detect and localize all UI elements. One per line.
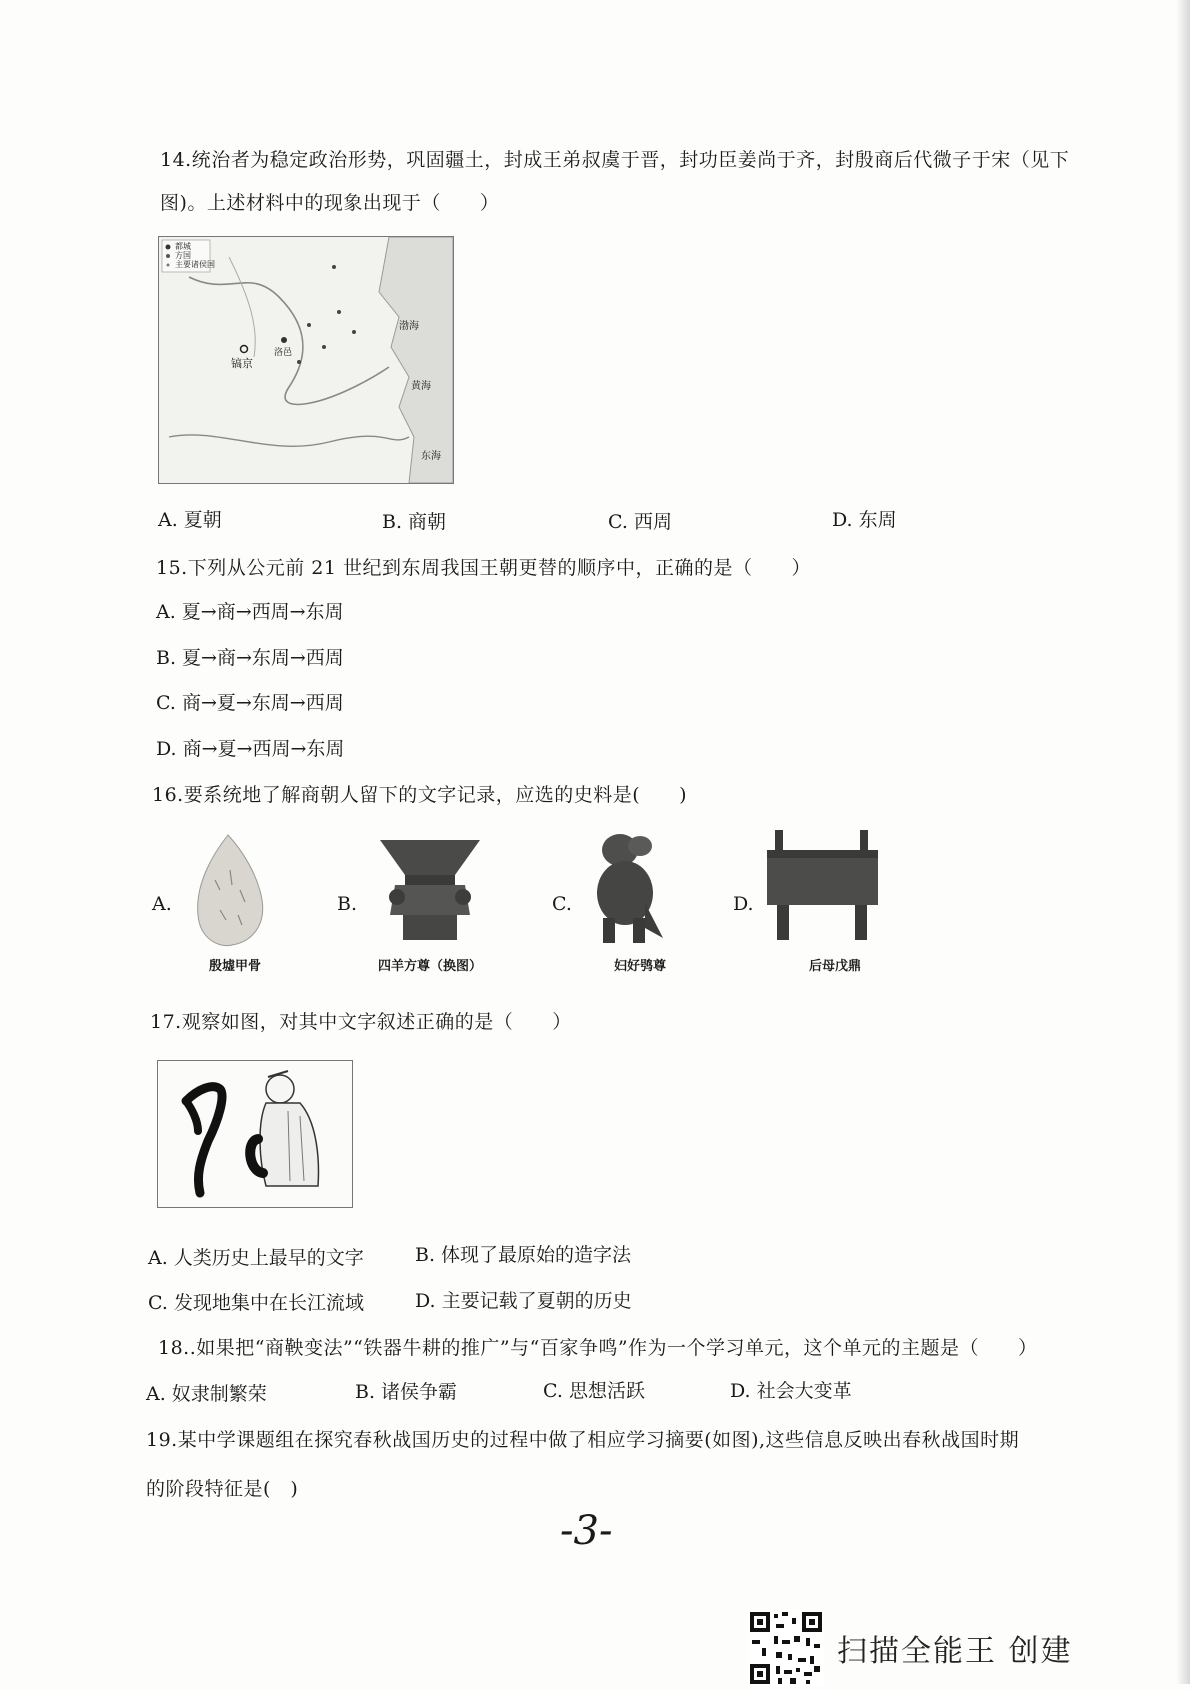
q15-option-c[interactable]: C. 商→夏→东周→西周 bbox=[156, 692, 344, 714]
qr-code-icon bbox=[748, 1610, 824, 1690]
q15-option-a[interactable]: A. 夏→商→西周→东周 bbox=[156, 601, 344, 623]
q17-option-d[interactable]: D. 主要记载了夏朝的历史 bbox=[415, 1290, 632, 1312]
owl-zun-image bbox=[585, 828, 665, 952]
q17-option-a[interactable]: A. 人类历史上最早的文字 bbox=[148, 1247, 364, 1269]
q17-option-c[interactable]: C. 发现地集中在长江流域 bbox=[148, 1292, 364, 1314]
q16-option-c-letter[interactable]: C. bbox=[552, 893, 572, 915]
pictograph-figure bbox=[157, 1060, 353, 1208]
q14-option-c[interactable]: C. 西周 bbox=[608, 511, 672, 533]
q14-stem-line1: 14.统治者为稳定政治形势，巩固疆土，封成王弟叔虞于晋，封功臣姜尚于齐，封殷商后代微子于宋（见下 bbox=[160, 149, 1070, 171]
map-graphic bbox=[159, 237, 453, 483]
q17-stem: 17.观察如图，对其中文字叙述正确的是（ ） bbox=[150, 1011, 572, 1033]
q15-option-b[interactable]: B. 夏→商→东周→西周 bbox=[156, 647, 344, 669]
q16-caption-d: 后母戊鼎 bbox=[808, 959, 861, 974]
q18-option-a[interactable]: A. 奴隶制繁荣 bbox=[146, 1383, 267, 1405]
map-label-luoyi: 洛邑 bbox=[274, 348, 293, 358]
map-label-donghai: 东海 bbox=[421, 451, 441, 462]
scanner-watermark-text: 扫描全能王 创建 bbox=[837, 1634, 1073, 1669]
map-label-bohai: 渤海 bbox=[399, 321, 419, 332]
q16-option-d-letter[interactable]: D. bbox=[733, 893, 754, 915]
page-edge-shadow bbox=[1176, 0, 1190, 1684]
q15-option-d[interactable]: D. 商→夏→西周→东周 bbox=[156, 738, 345, 760]
q19-stem-line1: 19.某中学课题组在探究春秋战国历史的过程中做了相应学习摘要(如图),这些信息反映出春秋战国时期 bbox=[146, 1429, 1020, 1451]
q18-option-c[interactable]: C. 思想活跃 bbox=[543, 1380, 645, 1402]
q18-option-d[interactable]: D. 社会大变革 bbox=[730, 1380, 852, 1402]
q18-option-b[interactable]: B. 诸侯争霸 bbox=[355, 1381, 458, 1403]
q19-stem-line2: 的阶段特征是( ) bbox=[146, 1478, 299, 1500]
q18-stem: 18..如果把“商鞅变法”“铁器牛耕的推广”与“百家争鸣”作为一个学习单元，这个单元的主题是（ ） bbox=[158, 1337, 1038, 1359]
q16-caption-b: 四羊方尊（换图） bbox=[377, 959, 482, 974]
page-number: -3- bbox=[560, 1508, 613, 1554]
houmuwu-ding-image bbox=[765, 830, 880, 949]
q16-caption-a: 殷墟甲骨 bbox=[208, 959, 261, 974]
q14-stem-line2: 图)。上述材料中的现象出现于（ ） bbox=[160, 192, 500, 214]
map-legend-capital: 都城 bbox=[175, 242, 191, 251]
map-legend-state: 方国 bbox=[175, 251, 191, 260]
q14-option-a[interactable]: A. 夏朝 bbox=[158, 509, 222, 531]
western-zhou-map bbox=[158, 236, 454, 484]
q14-option-b[interactable]: B. 商朝 bbox=[382, 511, 447, 533]
q15-stem: 15.下列从公元前 21 世纪到东周我国王朝更替的顺序中，正确的是（ ） bbox=[156, 557, 811, 579]
map-legend-vassal: 主要诸侯国 bbox=[175, 260, 215, 269]
q16-stem: 16.要系统地了解商朝人留下的文字记录，应选的史料是( ) bbox=[152, 784, 688, 806]
oracle-bone-image bbox=[190, 830, 270, 954]
map-label-haojing: 镐京 bbox=[231, 357, 253, 370]
q14-option-d[interactable]: D. 东周 bbox=[832, 509, 897, 531]
q17-option-b[interactable]: B. 体现了最原始的造字法 bbox=[415, 1244, 632, 1266]
four-ram-zun-image bbox=[375, 835, 485, 949]
map-label-huanghai: 黄海 bbox=[411, 381, 431, 392]
q16-option-b-letter[interactable]: B. bbox=[337, 893, 358, 915]
q16-caption-c: 妇好鸮尊 bbox=[613, 959, 666, 974]
q16-option-a-letter[interactable]: A. bbox=[152, 893, 172, 915]
